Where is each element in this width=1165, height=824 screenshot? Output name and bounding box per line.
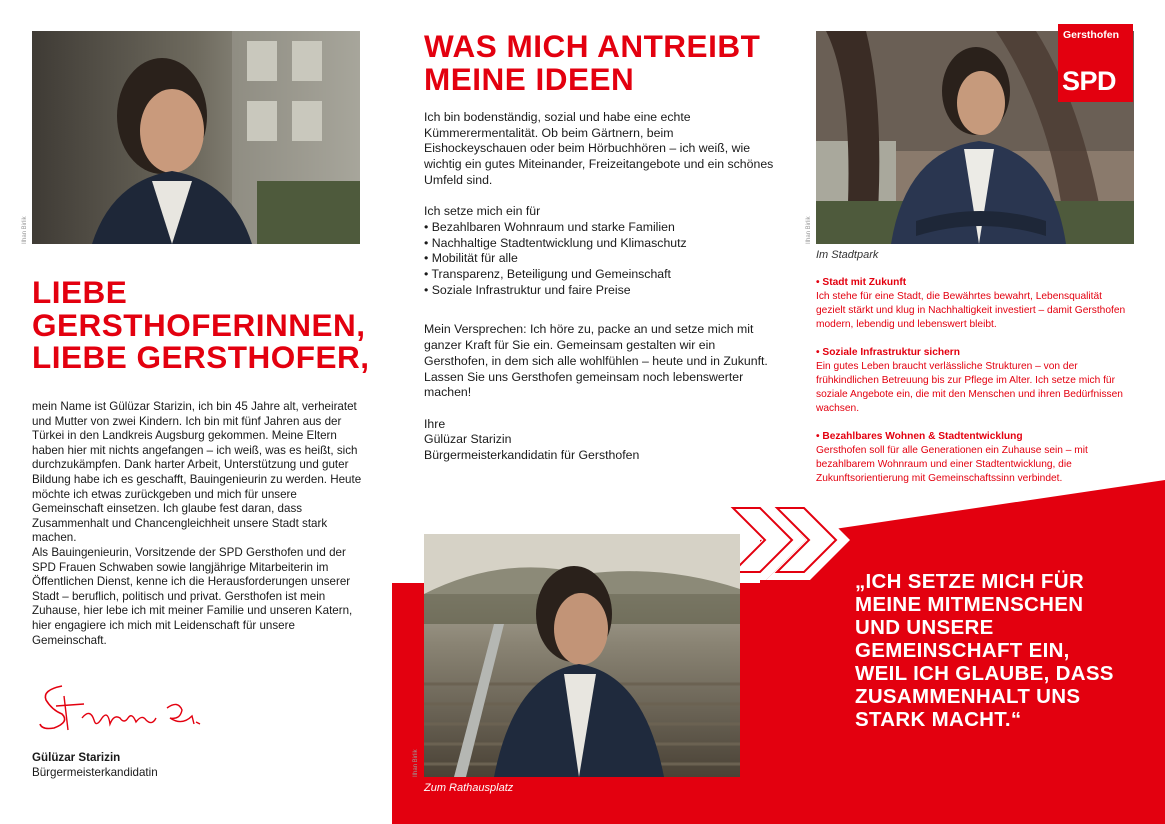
middle-headline: [424, 30, 760, 96]
list-item: • Nachhaltige Stadtentwicklung und Klimaschutz: [424, 235, 687, 250]
headline-line: MEINE IDEEN: [424, 61, 635, 97]
spd-logo: [1058, 24, 1133, 102]
policy-section: [816, 276, 1128, 332]
paragraph: Ich bin bodenständig, sozial und habe eine echte Kümmerermentalität. Ob beim Gärtnern, beim Eishockeyschauen oder beim Hörbuchhören – ich weiß, wie wichtig ein gutes Miteinander, Freizeitangebote und ein schönes Umfeld sind.: [424, 110, 774, 187]
candidate-quote: [855, 570, 1155, 731]
greeting-line: LIEBE GERSTHOFER,: [32, 339, 370, 375]
policy-section: [816, 430, 1128, 486]
photo-credit: Ilhan Birlik: [413, 749, 419, 777]
list-item: • Soziale Infrastruktur und faire Preise: [424, 282, 631, 297]
sign-name: Gülüzar Starizin: [424, 432, 512, 447]
signature-image: [32, 678, 222, 738]
photo-credit: Ilhan Birlik: [22, 216, 28, 244]
headline-line: WAS MICH ANTREIBT: [424, 28, 761, 64]
middle-text: [424, 110, 779, 464]
quote-line: ZUSAMMENHALT UNS: [855, 685, 1081, 708]
quote-line: STARK MACHT.“: [855, 708, 1022, 731]
promise-paragraph: Mein Versprechen: Ich höre zu, packe an und setze mich mit ganzer Kraft für Sie ein. Gemeinsam gestalten wir ein Gersthofen, in dem sich alle wohlfühlen – heute und in Zukunft.: [424, 322, 768, 368]
greeting-line: GERSTHOFERINNEN,: [32, 306, 366, 343]
greeting-heading: [32, 276, 370, 374]
logo-city: Gersthofen: [1063, 29, 1120, 41]
section-title: • Soziale Infrastruktur sichern: [816, 347, 960, 358]
photo-caption: Im Stadtpark: [816, 249, 879, 261]
quote-line: MEINE MITMENSCHEN: [855, 593, 1084, 616]
list-intro: Ich setze mich ein für: [424, 204, 541, 219]
signature-block: [32, 751, 158, 780]
policy-sections: [816, 276, 1128, 486]
greeting-line: LIEBE: [32, 274, 128, 310]
closing-paragraph: Lassen Sie uns Gersthofen gemeinsam noch lebenswerter machen!: [424, 369, 744, 400]
section-title: • Stadt mit Zukunft: [816, 277, 907, 288]
section-text: Ein gutes Leben braucht verlässliche Strukturen – von der frühkindlichen Betreuung bis zur Pflege im Alter. Ich setze mich für soziale Angebote ein, die mit den Menschen und ihren Bedürfnissen wachsen.: [816, 361, 1123, 414]
signature-name: Gülüzar Starizin: [32, 751, 121, 764]
list-item: • Mobilität für alle: [424, 251, 518, 266]
quote-line: GEMEINSCHAFT EIN,: [855, 639, 1070, 662]
section-text: Gersthofen soll für alle Generationen ein Zuhause sein – mit bezahlbarem Wohnraum und einer Stadtentwicklung, die Zukunftsorientierung mit Gemeinschaftssinn verbindet.: [816, 445, 1088, 484]
sign-role: Bürgermeisterkandidatin für Gersthofen: [424, 448, 640, 463]
logo-party: SPD: [1062, 66, 1117, 96]
intro-paragraph: mein Name ist Gülüzar Starizin, ich bin 45 Jahre alt, verheiratet und Mutter von zwei Kindern. Ich bin mit fünf Jahren aus der Türkei in den Landkreis Augsburg gekommen. Meine Eltern haben hier mit nichts angefangen – ich weiß, was es heißt, sich durchzukämpfen. Dank harter Arbeit, Unterstützung und guter Bildung habe ich es geschafft, Bauingenieurin zu werden. Heute möchte ich etwas zurückgeben und mich für unsere Gemeinschaft einsetzen. Ich glaube fest daran, dass Zusammenhalt und Chancengleichheit unsere Stadt stark machen.: [32, 400, 362, 545]
ideas-list: [424, 220, 779, 299]
photo-credit: Ilhan Birlik: [806, 216, 812, 244]
quote-line: WEIL ICH GLAUBE, DASS: [855, 662, 1114, 685]
intro-text: [32, 400, 366, 648]
photo-caption: Zum Rathausplatz: [424, 782, 514, 794]
intro-paragraph: Als Bauingenieurin, Vorsitzende der SPD Gersthofen und der SPD Frauen Schwaben sowie langjährige Mitarbeiterin im Öffentlichen Dienst, kenne ich die Herausforderungen unserer Stadt – beruflich, politisch und privat. Gersthofen ist mein Zuhause, hier lebe ich mit meiner Familie und unseren Katern, hier engagiere ich mich mit Leidenschaft für unsere Gemeinschaft.: [32, 545, 353, 647]
list-item: • Bezahlbaren Wohnraum und starke Familien: [424, 219, 675, 234]
section-title: • Bezahlbares Wohnen & Stadtentwicklung: [816, 431, 1023, 442]
sign-off: Ihre: [424, 416, 446, 431]
quote-line: „ICH SETZE MICH FÜR: [855, 570, 1084, 593]
quote-line: UND UNSERE: [855, 616, 994, 639]
signature-role: Bürgermeisterkandidatin: [32, 765, 158, 779]
policy-section: [816, 346, 1128, 416]
list-item: • Transparenz, Beteiligung und Gemeinschaft: [424, 267, 671, 282]
portrait-photo-bottom: [424, 534, 740, 777]
portrait-photo-left: [32, 31, 360, 244]
section-text: Ich stehe für eine Stadt, die Bewährtes bewahrt, Lebensqualität gezielt stärkt und klug in Nachhaltigkeit investiert – damit Gersthofen modern, lebendig und lebenswert bleibt.: [816, 291, 1126, 330]
